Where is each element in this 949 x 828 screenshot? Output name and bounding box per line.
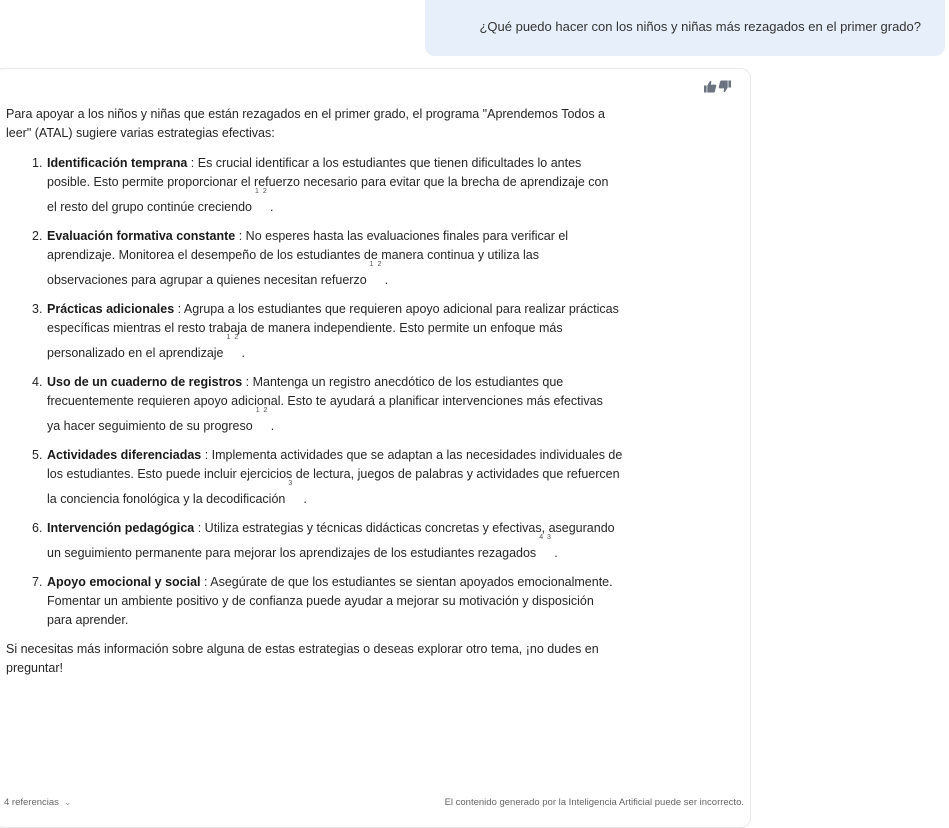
strategy-number: 3.	[32, 302, 43, 316]
references-toggle[interactable]	[4, 797, 71, 808]
strategy-text: aprendizaje. Monitorea el desempeño de los estudiantes de manera continua y utiliza las	[47, 248, 539, 262]
strategy-title: Intervención pedagógica	[47, 521, 195, 535]
citation-numbers: 3	[288, 480, 294, 487]
strategy-text: : Asegúrate de que los estudiantes se sientan apoyados emocionalmente.	[200, 575, 613, 589]
strategy-number: 5.	[32, 448, 43, 462]
references-label: 4 referencias	[4, 797, 59, 808]
strategy-item: 3. Prácticas adicionales : Agrupa a los estudiantes que requieren apoyo adicional para realizar prácticas específicas mientras el resto trabaja de manera independiente. Esto permite un enfoque más personalizado en el aprendizaje 1 2 .	[6, 300, 696, 363]
citation-marker[interactable]	[367, 261, 385, 284]
strategy-number: 6.	[32, 521, 43, 535]
strategy-text: ya hacer seguimiento de su progreso	[47, 419, 253, 433]
answer-intro	[6, 105, 696, 143]
answer-closing	[6, 640, 696, 678]
strategy-item: 2. Evaluación formativa constante : No esperes hasta las evaluaciones finales para verificar el aprendizaje. Monitorea el desempeño de los estudiantes de manera continua y utiliza las observaciones para agrupar a quienes necesitan refuerzo 1 2 .	[6, 227, 696, 290]
strategy-title: Actividades diferenciadas	[47, 448, 202, 462]
strategy-list	[6, 154, 696, 630]
answer-closing-line: preguntar!	[6, 661, 63, 675]
ai-disclaimer: El contenido generado por la Inteligencia Artificial puede ser incorrecto.	[444, 797, 744, 808]
strategy-title: Evaluación formativa constante	[47, 229, 236, 243]
citation-marker[interactable]	[285, 480, 303, 503]
strategy-title: Uso de un cuaderno de registros	[47, 375, 243, 389]
user-message-bubble	[425, 0, 945, 56]
chevron-down-icon: ⌄	[63, 797, 72, 807]
strategy-title: Prácticas adicionales	[47, 302, 175, 316]
answer-intro-line: Para apoyar a los niños y niñas que están rezagados en el primer grado, el programa "Aprendemos Todos a	[6, 107, 606, 121]
strategy-number: 7.	[32, 575, 43, 589]
strategy-item: 6. Intervención pedagógica : Utiliza estrategias y técnicas didácticas concretas y efectivas, asegurando un seguimiento permanente para mejorar los aprendizajes de los estudiantes rezagados 4 3 .	[32, 521, 615, 560]
strategy-text: específicas mientras el resto trabaja de manera independiente. Esto permite un enfoque más	[47, 321, 563, 335]
strategy-text: : Agrupa a los estudiantes que requieren apoyo adicional para realizar prácticas	[174, 302, 619, 316]
strategy-title: Apoyo emocional y social	[47, 575, 201, 589]
citation-marker[interactable]	[253, 407, 271, 430]
strategy-item: 5. Actividades diferenciadas : Implementa actividades que se adaptan a las necesidades individuales de los estudiantes. Esto puede incluir ejercicios de lectura, juegos de palabras y actividades que refuercen la conciencia fonológica y la decodificación 3 .	[6, 446, 696, 509]
strategy-text: para aprender.	[47, 613, 129, 627]
strategy-text: : Es crucial identificar a los estudiantes que tienen dificultades lo antes	[187, 156, 582, 170]
assistant-answer	[6, 105, 696, 678]
citation-numbers: 1 2	[369, 261, 383, 268]
strategy-text: frecuentemente requieren apoyo adicional. Esto te ayudará a planificar intervenciones más efectivas	[47, 394, 603, 408]
strategy-number: 1.	[32, 156, 43, 170]
strategy-text: la conciencia fonológica y la decodificación	[47, 492, 286, 506]
strategy-text: : Implementa actividades que se adaptan a las necesidades individuales de	[201, 448, 623, 462]
strategy-title: Identificación temprana	[47, 156, 188, 170]
thumbs-down-icon[interactable]	[718, 80, 732, 93]
strategy-item: 1. Identificación temprana : Es crucial identificar a los estudiantes que tienen dificultades lo antes posible. Esto permite proporcionar el refuerzo necesario para evitar que la brecha de aprendizaje con el resto del grupo continúe creciendo 1 2 .	[6, 154, 696, 217]
strategy-text: : No esperes hasta las evaluaciones finales para verificar el	[235, 229, 569, 243]
user-message-text: ¿Qué puedo hacer con los niños y niñas más rezagados en el primer grado?	[479, 19, 921, 34]
strategy-item	[6, 573, 696, 630]
strategy-text: los estudiantes. Esto puede incluir ejercicios de lectura, juegos de palabras y actividades que refuercen	[47, 467, 620, 481]
strategy-text: posible. Esto permite proporcionar el refuerzo necesario para evitar que la brecha de aprendizaje con	[47, 175, 609, 189]
citation-numbers: 4 3	[539, 534, 552, 541]
strategy-text: el resto del grupo continúe creciendo	[47, 200, 252, 214]
strategy-text: : Utiliza estrategias y técnicas didácticas concretas y efectivas, asegurando	[194, 521, 615, 535]
strategy-text: un seguimiento permanente para mejorar los aprendizajes de los estudiantes rezagados	[47, 546, 537, 560]
answer-intro-line: leer" (ATAL) sugiere varias estrategias efectivas:	[6, 126, 275, 140]
citation-numbers: 1 2	[255, 188, 268, 195]
thumbs-up-icon[interactable]	[703, 80, 717, 93]
strategy-item: 4. Uso de un cuaderno de registros : Mantenga un registro anecdótico de los estudiantes que frecuentemente requieren apoyo adicional. Esto te ayudará a planificar intervenciones más efectivas ya hacer seguimiento de su progreso 1 2 .	[6, 373, 696, 436]
strategy-number: 4.	[32, 375, 43, 389]
strategy-text: observaciones para agrupar a quienes necesitan refuerzo	[47, 273, 367, 287]
citation-numbers: 1 2	[255, 407, 269, 414]
answer-closing-line: Si necesitas más información sobre alguna de estas estrategias o deseas explorar otro tema, ¡no dudes en	[6, 642, 599, 656]
citation-marker[interactable]	[536, 534, 554, 557]
citation-numbers: 1 2	[226, 334, 240, 341]
strategy-number: 2.	[32, 229, 43, 243]
strategy-text: : Mantenga un registro anecdótico de los estudiantes que	[242, 375, 564, 389]
citation-marker[interactable]	[224, 334, 242, 357]
strategy-text: Fomentar un ambiente positivo y de confianza puede ayudar a mejorar su motivación y disposición	[47, 594, 594, 608]
strategy-text: personalizado en el aprendizaje	[47, 346, 224, 360]
citation-marker[interactable]	[252, 188, 270, 211]
feedback-buttons	[703, 80, 732, 93]
